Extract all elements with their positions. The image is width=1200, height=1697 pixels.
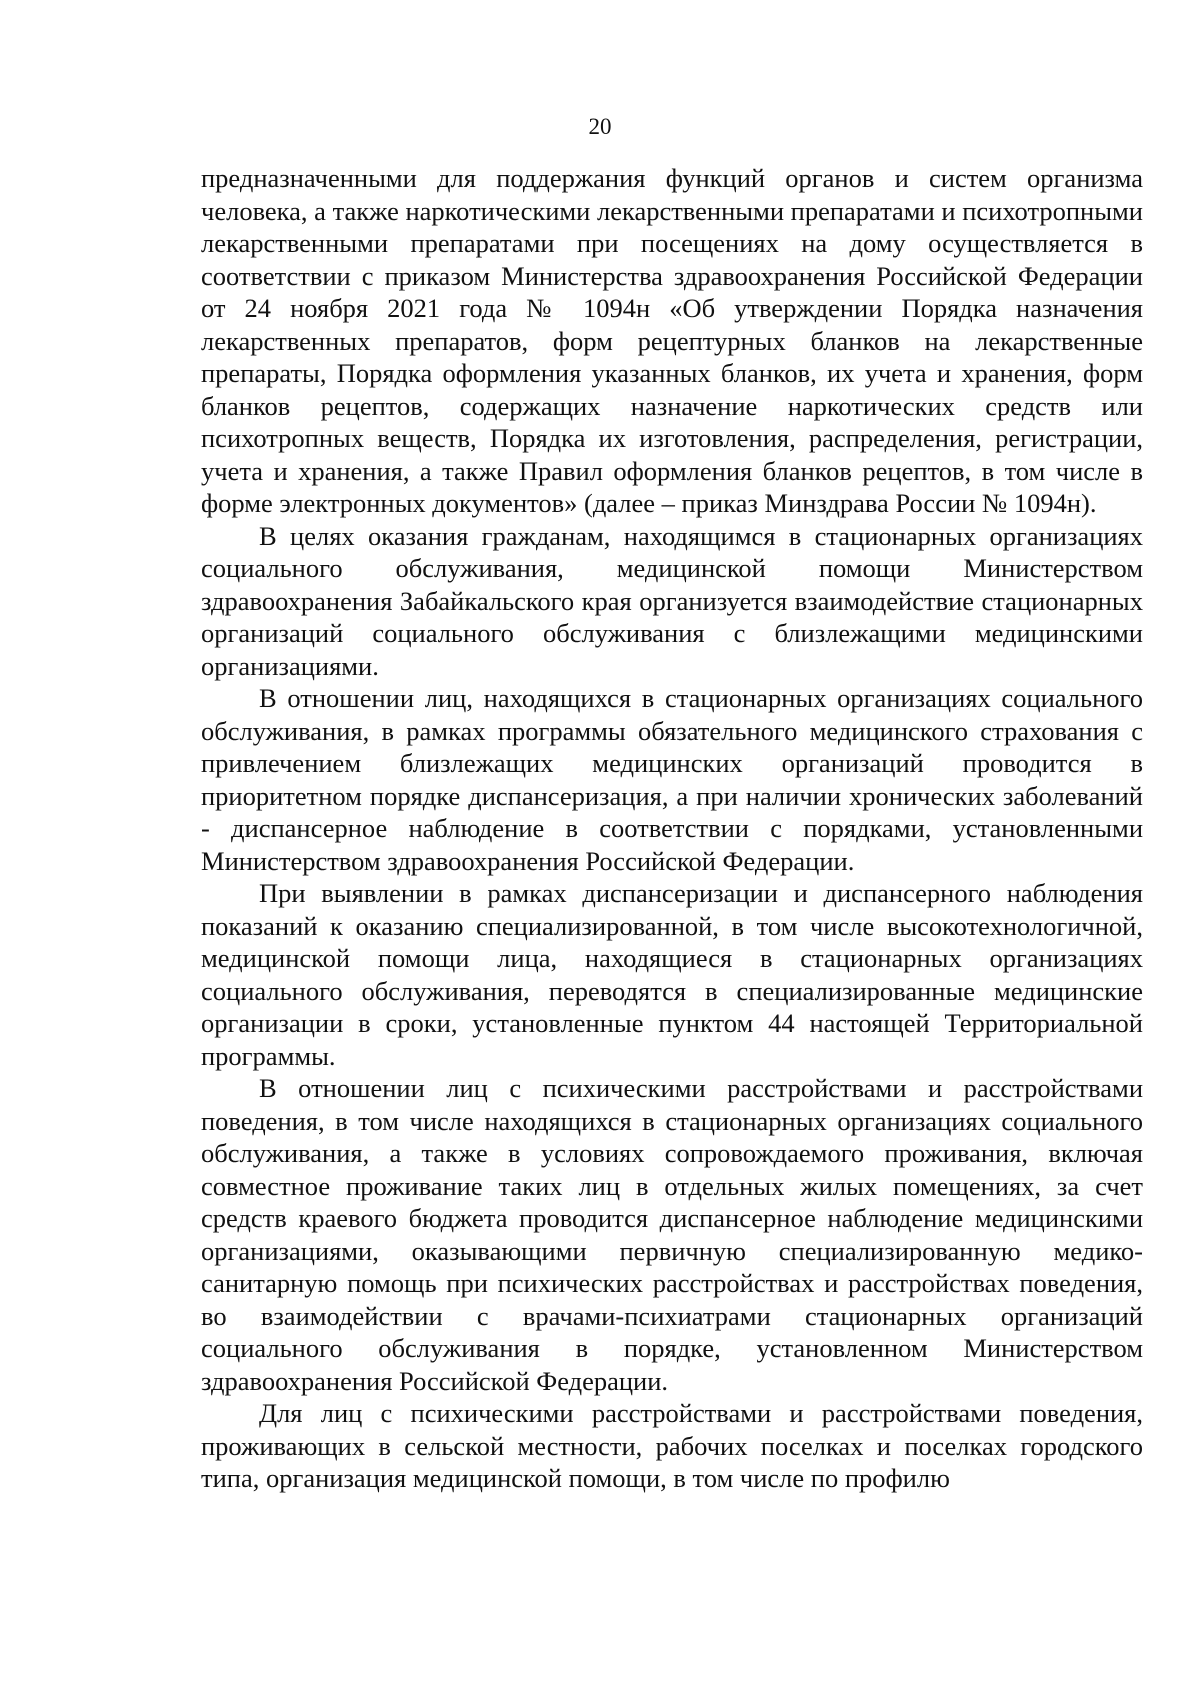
paragraph-social-care-interaction: В целях оказания гражданам, находящимся в стационарных организациях социального обслуживания, медицинской помощи Министерством здравоохранения Забайкальского края организуется взаимодействие стационарных организаций социального обслуживания с близлежащими медицинскими организациями. — [201, 520, 1143, 681]
paragraph-specialized-care-transfer: При выявлении в рамках диспансеризации и диспансерного наблюдения показаний к оказанию специализированной, в том числе высокотехнологичной, медицинской помощи лица, находящиеся в стационарных организациях социального обслуживания, переводятся в специализированные медицинские организации в сроки, установленные пунктом 44 настоящей Территориальной программы. — [201, 878, 1143, 1071]
paragraph-continuation: предназначенными для поддержания функций органов и систем организма человека, а также наркотическими лекарственными препаратами и психотропными лекарственными препаратами при посещениях на дому осуществляется в соответствии с приказом Министерства здравоохранения Российской Федерации от 24 ноября 2021 года № 1094н «Об утверждении Порядка назначения лекарственных препаратов, форм рецептурных бланков на лекарственные препараты, Порядка оформления указанных бланков, их учета и хранения, форм бланков рецептов, содержащих назначение наркотических средств или психотропных веществ, Порядка их изготовления, распределения, регистрации, учета и хранения, а также Правил оформления бланков рецептов, в том числе в форме электронных документов» (далее – приказ Минздрава России № 1094н). — [201, 163, 1143, 518]
document-body — [201, 162, 1143, 1495]
paragraph-dispensarization: В отношении лиц, находящихся в стационарных организациях социального обслуживания, в рамках программы обязательного медицинского страхования с привлечением близлежащих медицинских организаций проводится в приоритетном порядке диспансеризация, а при наличии хронических заболеваний - диспансерное наблюдение в соответствии с порядками, установленными Министерством здравоохранения Российской Федерации. — [201, 683, 1143, 876]
paragraph-mental-disorders-observation: В отношении лиц с психическими расстройствами и расстройствами поведения, в том числе находящихся в стационарных организациях социального обслуживания, а также в условиях сопровождаемого проживания, включая совместное проживание таких лиц в отдельных жилых помещениях, за счет средств краевого бюджета проводится диспансерное наблюдение медицинскими организациями, оказывающими первичную специализированную медико-санитарную помощь при психических расстройствах и расстройствах поведения, во взаимодействии с врачами-психиатрами стационарных организаций социального обслуживания в порядке, установленном Министерством здравоохранения Российской Федерации. — [201, 1073, 1143, 1396]
page-number: 20 — [588, 114, 612, 139]
paragraph-rural-mental-care: Для лиц с психическими расстройствами и расстройствами поведения, проживающих в сельской местности, рабочих поселках и поселках городского типа, организация медицинской помощи, в том числе по профилю — [201, 1398, 1143, 1493]
